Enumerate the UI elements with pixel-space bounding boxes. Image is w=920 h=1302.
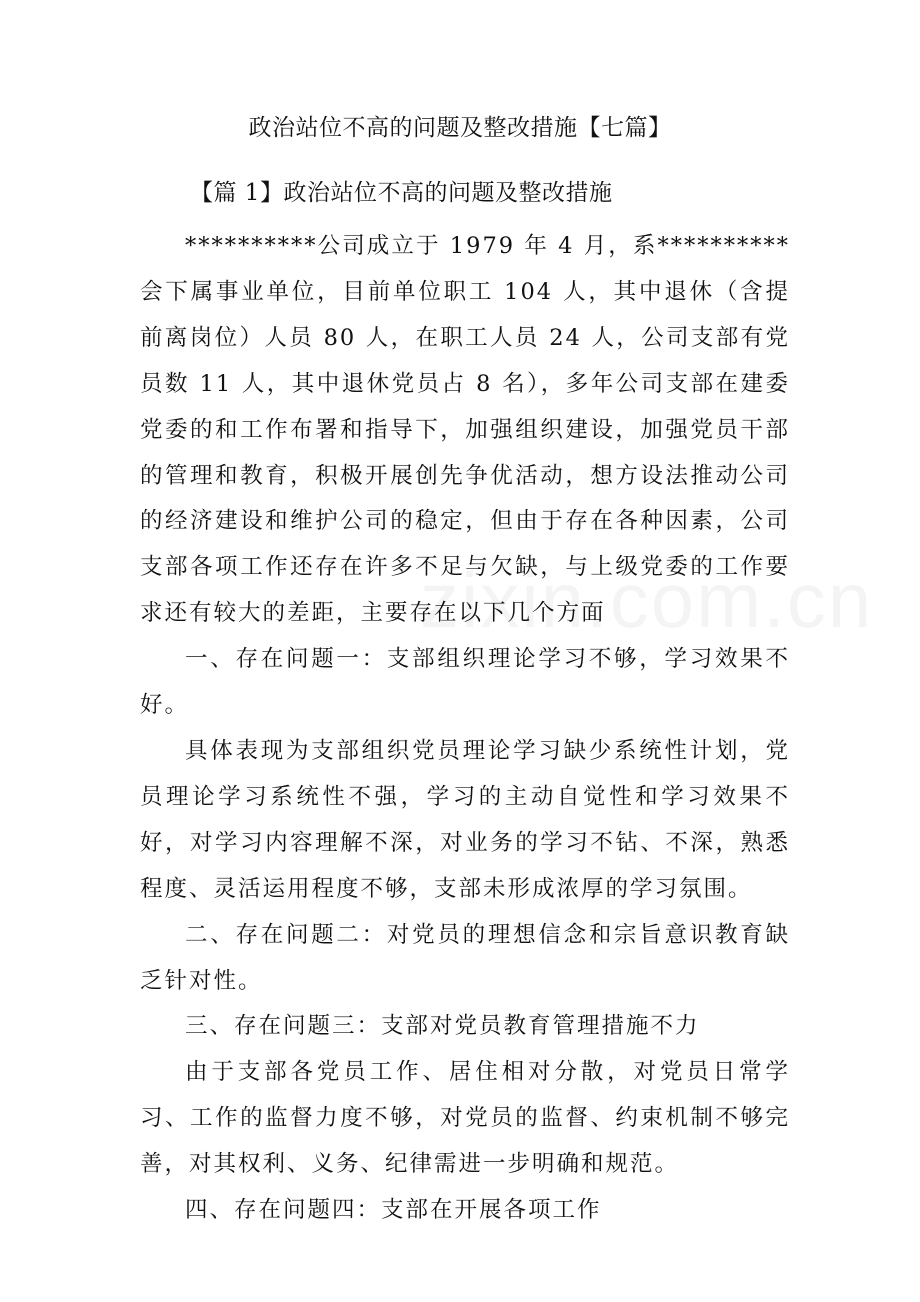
paragraph-problem-4: 四、存在问题四：支部在开展各项工作 — [185, 1197, 602, 1224]
paragraph-problem-3: 三、存在问题三：支部对党员教育管理措施不力 — [185, 1013, 700, 1040]
paragraph-problem-3-detail: 由于支部各党员工作、居住相对分散，对党员日常学习、工作的监督力度不够，对党员的监督、约束机制不够完善，对其权利、义务、纪律需进一步明确和规范。 — [140, 1059, 790, 1178]
paragraph-problem-1-detail: 具体表现为支部组织党员理论学习缺少系统性计划，党员理论学习系统性不强，学习的主动自觉性和学习效果不好，对学习内容理解不深，对业务的学习不钻、不深，熟悉程度、灵活运用程度不够，支部未形成浓厚的学习氛围。 — [140, 737, 790, 902]
paragraph-problem-2: 二、存在问题二：对党员的理想信念和宗旨意识教育缺乏针对性。 — [140, 921, 790, 994]
paragraph-intro: **********公司成立于 1979 年 4 月，系**********会下属事业单位，目前单位职工 104 人，其中退休（含提前离岗位）人员 80 人，在职工人员 24 人，公司支部有党员数 11 人，其中退休党员占 8 名），多年公司支部在建委党委的和工作布署和指导下，加强组织建设，加强党员干部的管理和教育，积极开展创先争优活动，想方设法推动公司的经济建设和维护公司的稳定，但由于存在各种因素，公司支部各项工作还存在许多不足与欠缺，与上级党委的工作要求还有较大的差距，主要存在以下几个方面 — [140, 233, 790, 627]
paragraph-problem-1: 一、存在问题一：支部组织理论学习不够，学习效果不好。 — [140, 646, 790, 719]
document-body — [140, 224, 790, 1234]
section-heading: 【篇 1】政治站位不高的问题及整改措施 — [190, 180, 613, 206]
document-title: 政治站位不高的问题及整改措施【七篇】 — [248, 115, 672, 141]
